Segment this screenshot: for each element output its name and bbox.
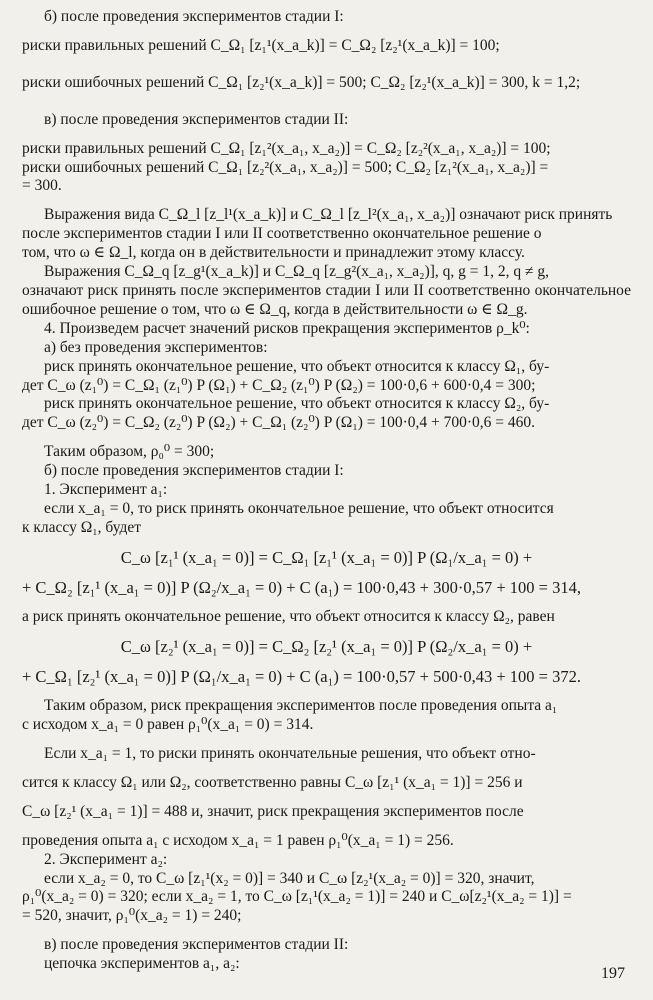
text-line: риски ошибочных решений C_Ω₁ [z₂²(x_a₁, x_a₂)] = 500; C_Ω₂ [z₁²(x_a₁, x_a₂)] = <box>22 158 549 176</box>
equation: + C_Ω₁ [z₂¹ (x_a₁ = 0)] P (Ω₁/x_a₁ = 0) + C (a₁) = 100·0,57 + 500·0,43 + 100 = 372. <box>22 667 581 687</box>
text-line: с исходом x_a₁ = 0 равен ρ₁⁰(x_a₁ = 0) = 314. <box>22 716 314 734</box>
text-line: Таким образом, ρ₀⁰ = 300; <box>44 443 215 461</box>
text-line: если x_a₂ = 0, то C_ω [z₁¹(x₂ = 0)] = 340 и C_ω [z₂¹(x_a₂ = 0)] = 320, значит, <box>44 869 535 887</box>
text-line: 4. Произведем расчет значений рисков прекращения экспериментов ρ_k⁰: <box>44 319 530 337</box>
text-line: Выражения C_Ω_q [z_g¹(x_a_k)] и C_Ω_q [z_g²(x_a₁, x_a₂)], q, g = 1, 2, q ≠ g, <box>44 263 550 281</box>
text-line: дет C_ω (z₁⁰) = C_Ω₁ (z₁⁰) P (Ω₁) + C_Ω₂ (z₁⁰) P (Ω₂) = 100·0,6 + 600·0,4 = 300; <box>22 376 536 394</box>
text-line: = 300. <box>22 177 62 195</box>
text-line: а риск принять окончательное решение, что объект относится к классу Ω₂, равен <box>22 608 555 625</box>
text-line: в) после проведения экспериментов стадии II: <box>44 110 349 128</box>
equation: + C_Ω₂ [z₁¹ (x_a₁ = 0)] P (Ω₂/x_a₁ = 0) + C (a₁) = 100·0,43 + 300·0,57 + 100 = 314, <box>22 577 581 597</box>
text-line: а) без проведения экспериментов: <box>44 338 268 356</box>
text-line: 1. Эксперимент a₁: <box>44 481 168 499</box>
text-line: после экспериментов стадии I или II соответственно окончательное решение о <box>22 225 542 243</box>
page-number: 197 <box>601 965 625 983</box>
text-line: 2. Эксперимент a₂: <box>44 850 168 868</box>
text-line: Если x_a₁ = 1, то риски принять окончательные решения, что объект отно- <box>44 744 536 762</box>
text-line: сится к классу Ω₁ или Ω₂, соответственно равны C_ω [z₁¹ (x_a₁ = 1)] = 256 и <box>22 773 523 791</box>
text-line: C_ω [z₂¹ (x_a₁ = 1)] = 488 и, значит, риск прекращения экспериментов после <box>22 802 524 820</box>
text-line: риск принять окончательное решение, что объект относится к классу Ω₂, бу- <box>44 395 550 413</box>
text-line: Таким образом, риск прекращения экспериментов после проведения опыта a₁ <box>44 697 558 715</box>
text-line: к классу Ω₁, будет <box>22 518 142 536</box>
text-line: дет C_ω (z₂⁰) = C_Ω₂ (z₂⁰) P (Ω₂) + C_Ω₁ (z₂⁰) P (Ω₁) = 100·0,4 + 700·0,6 = 460. <box>22 414 536 432</box>
text-line: б) после проведения экспериментов стадии I: <box>44 462 344 480</box>
text-line: цепочка экспериментов a₁, a₂: <box>44 955 240 973</box>
text-line: том, что ω ∈ Ω_l, когда он в действительности и принадлежит этому классу. <box>22 244 525 262</box>
text-line: риски правильных решений C_Ω₁ [z₁²(x_a₁, x_a₂)] = C_Ω₂ [z₂²(x_a₁, x_a₂)] = 100; <box>22 139 551 157</box>
text-line: в) после проведения экспериментов стадии II: <box>44 936 349 954</box>
equation: C_ω [z₁¹ (x_a₁ = 0)] = C_Ω₁ [z₁¹ (x_a₁ = 0)] P (Ω₁/x_a₁ = 0) + <box>120 547 533 567</box>
text-line: риски ошибочных решений C_Ω₁ [z₂¹(x_a_k)] = 500; C_Ω₂ [z₂¹(x_a_k)] = 300, k = 1,2; <box>22 73 581 91</box>
text-line: риск принять окончательное решение, что объект относится к классу Ω₁, бу- <box>44 357 550 375</box>
text-line: если x_a₁ = 0, то риск принять окончательное решение, что объект относится <box>44 499 554 517</box>
text-line: = 520, значит, ρ₁⁰(x_a₂ = 1) = 240; <box>22 907 242 925</box>
text-line: ρ₁⁰(x_a₂ = 0) = 320; если x_a₂ = 1, то C_ω [z₁¹(x_a₂ = 1)] = 240 и C_ω[z₂¹(x_a₂ = 1)] = <box>22 888 572 906</box>
text-line: б) после проведения экспериментов стадии I: <box>44 8 344 25</box>
text-line: Выражения вида C_Ω_l [z_l¹(x_a_k)] и C_Ω_l [z_l²(x_a₁, x_a₂)] означают риск принять <box>44 206 613 224</box>
text-line: означают риск принять после экспериментов стадии I или II соответственно окончательное ошибочное решение о том, что ω ∈ Ω_q, когда в действительности ω ∈ Ω_g. <box>22 281 631 318</box>
text-line: проведения опыта a₁ с исходом x_a₁ = 1 равен ρ₁⁰(x_a₁ = 1) = 256. <box>22 831 454 849</box>
text-line: риски правильных решений C_Ω₁ [z₁¹(x_a_k)] = C_Ω₂ [z₂¹(x_a_k)] = 100; <box>22 36 500 54</box>
equation: C_ω [z₂¹ (x_a₁ = 0)] = C_Ω₂ [z₂¹ (x_a₁ = 0)] P (Ω₂/x_a₁ = 0) + <box>120 636 533 656</box>
